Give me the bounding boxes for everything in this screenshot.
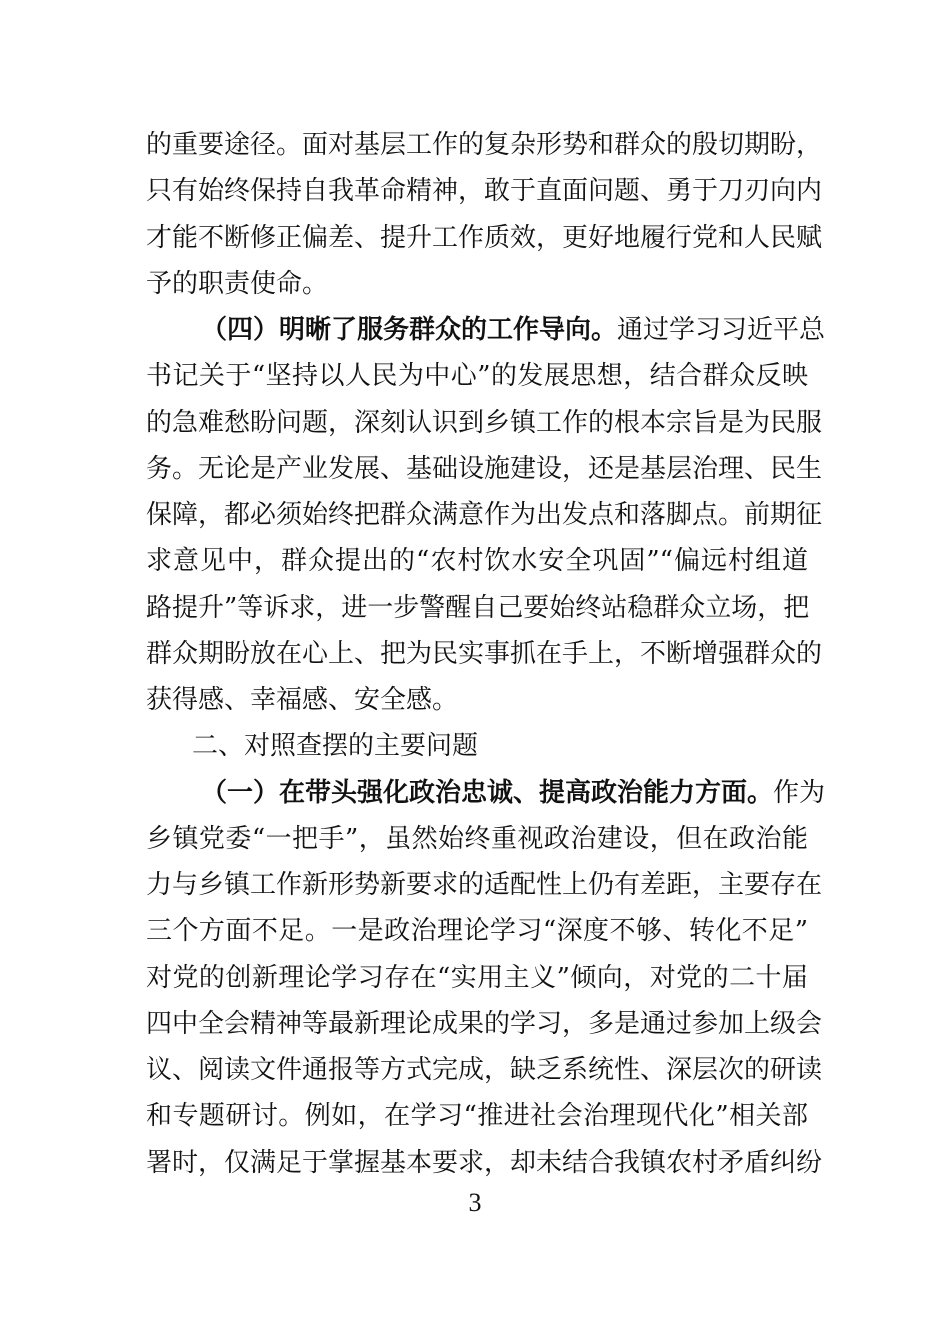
paragraph-section-four <box>146 307 826 723</box>
text-line: 路提升”等诉求，进一步警醒自己要始终站稳群众立场，把 <box>146 592 810 623</box>
text-line: 的重要途径。面对基层工作的复杂形势和群众的殷切期盼， <box>146 130 823 160</box>
text-line: 书记关于“坚持以人民为中心”的发展思想，结合群众反映 <box>146 361 808 392</box>
section-four-lead: （四）明晰了服务群众的工作导向。 <box>201 315 618 345</box>
section-one-lead-rest: 作为 <box>773 777 826 808</box>
text-line <box>146 770 826 816</box>
text-line: 乡镇党委“一把手”，虽然始终重视政治建设，但在政治能 <box>146 823 808 854</box>
text-line: 四中全会精神等最新理论成果的学习，多是通过参加上级会 <box>146 1008 823 1039</box>
text-line: 署时，仅满足于掌握基本要求，却未结合我镇农村矛盾纠纷 <box>146 1147 823 1178</box>
section-heading: 二、对照查摆的主要问题 <box>192 731 479 762</box>
text-line: 才能不断修正偏差、提升工作质效，更好地履行党和人民赋 <box>146 222 823 253</box>
text-line: 务。无论是产业发展、基础设施建设，还是基层治理、民生 <box>146 453 823 484</box>
text-line <box>146 307 826 353</box>
text-line: 的急难愁盼问题，深刻认识到乡镇工作的根本宗旨是为民服 <box>146 407 823 438</box>
text-line: 对党的创新理论学习存在“实用主义”倾向，对党的二十届 <box>146 962 808 993</box>
document-body <box>146 122 826 1186</box>
text-line: 三个方面不足。一是政治理论学习“深度不够、转化不足” <box>146 916 808 947</box>
section-four-lead-rest: 通过学习习近平总 <box>617 315 826 345</box>
text-line: 只有始终保持自我革命精神，敢于直面问题、勇于刀刃向内 <box>146 176 823 207</box>
text-line: 保障，都必须始终把群众满意作为出发点和落脚点。前期征 <box>146 500 823 530</box>
text-line: 和专题研讨。例如，在学习“推进社会治理现代化”相关部 <box>146 1101 808 1132</box>
text-line: 力与乡镇工作新形势新要求的适配性上仍有差距，主要存在 <box>146 870 823 900</box>
text-line: 求意见中，群众提出的“农村饮水安全巩固”“偏远村组道 <box>146 546 808 577</box>
paragraph-continuation <box>146 122 823 307</box>
page-number: 3 <box>468 1188 482 1217</box>
paragraph-section-one <box>146 770 826 1186</box>
text-line: 予的职责使命。 <box>146 268 329 299</box>
text-line: 获得感、幸福感、安全感。 <box>146 685 459 715</box>
section-one-lead: （一）在带头强化政治忠诚、提高政治能力方面。 <box>201 777 774 808</box>
text-line: 议、阅读文件通报等方式完成，缺乏系统性、深层次的研读 <box>146 1055 823 1085</box>
text-line: 群众期盼放在心上、把为民实事抓在手上，不断增强群众的 <box>146 638 823 669</box>
